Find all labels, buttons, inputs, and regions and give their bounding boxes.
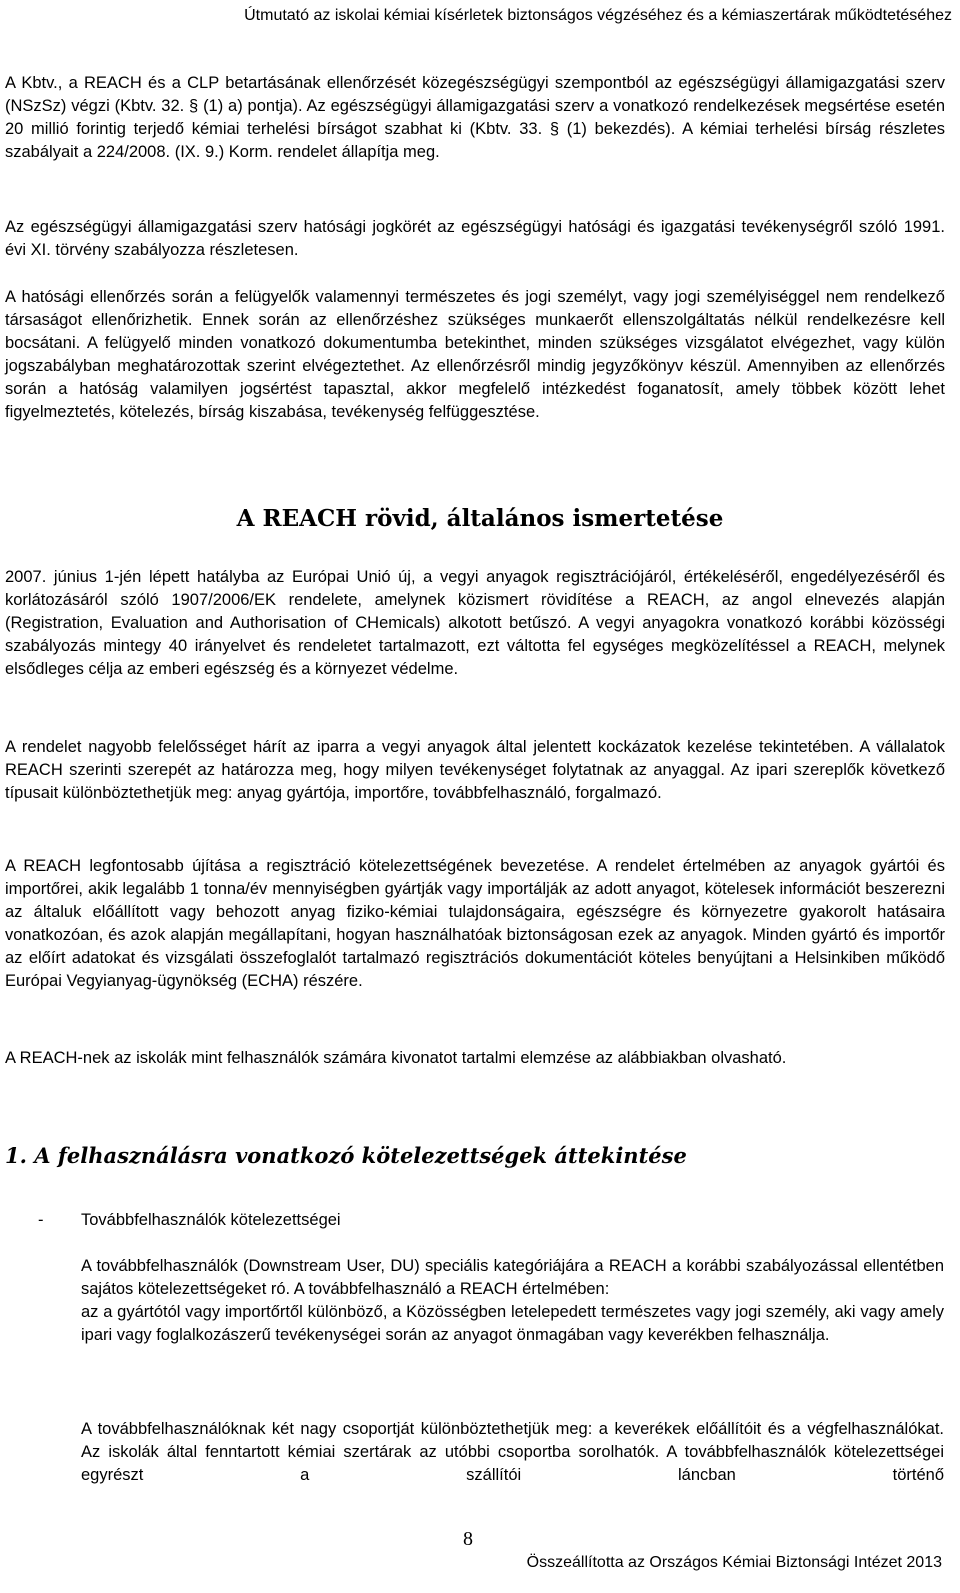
section-authority <box>5 216 945 262</box>
paragraph-du-groups: A továbbfelhasználóknak két nagy csoportját különböztethetjük meg: a keverékek előállítóit és a végfelhasználókat. Az iskolák által fenntartott kémiai szertárak az utóbbi csoportba sorolhatók. A továbbfelhasználók kötelezettségei egyrészt a szállítói láncban történő <box>81 1420 944 1485</box>
paragraph-kbtv-enforcement: A Kbtv., a REACH és a CLP betartásának ellenőrzését közegészségügyi szempontból az egészségügyi államigazgatási szerv (NSzSz) végzi (Kbtv. 32. § (1) a) pontja). Az egészségügyi államigazgatási szerv a vonatkozó rendelkezések megsértése esetén 20 millió forintig terjedő kémiai terhelési bírságot szabhat ki (Kbtv. 33. § (1) bekezdés). A kémiai terhelési bírság részletes szabályait a 224/2008. (IX. 9.) Korm. rendelet állapítja meg. <box>5 74 945 162</box>
paragraph-du-definition: az a gyártótól vagy importőrtől különböző, a Közösségben letelepedett természetes vagy jogi személy, aki vagy amely ipari vagy foglalkozászerű tevékenységei során az anyagot önmagában vagy keverékben felhasználja. <box>81 1303 944 1345</box>
paragraph-reach-schools: A REACH-nek az iskolák mint felhasználók számára kivonatot tartalmi elemzése az alábbiakban olvasható. <box>5 1049 787 1067</box>
section-reach-registration <box>5 855 945 994</box>
page-number: 8 <box>463 1528 473 1550</box>
section-heading-reach-overview: A REACH rövid, általános ismertetése <box>236 505 724 532</box>
section-reach-history <box>5 566 945 681</box>
section-inspection-process <box>5 286 945 425</box>
section-downstream-user-groups <box>81 1418 944 1487</box>
paragraph-reach-registration: A REACH legfontosabb újítása a regisztráció kötelezettségének bevezetése. A rendelet értelmében az anyagok gyártói és importőrei, akik legalább 1 tonna/év mennyiségben gyártják vagy importálják az adott anyagot, kötelesek információt beszerezni az általuk előállított vagy behozott anyag fiziko-kémiai tulajdonságaira, egészségre és környezetre gyakorolt hatásaira vonatkozóan, és azok alapján megállapítani, hogyan használhatóak biztonságosan ezek az anyagok. Minden gyártó és importőr az előírt adatokat és vizsgálati összefoglalót tartalmazó regisztrációs dokumentációt köteles benyújtani a Helsinkiben működő Európai Vegyianyag-ügynökség (ECHA) részére. <box>5 857 945 991</box>
paragraph-authority-scope: Az egészségügyi államigazgatási szerv hatósági jogkörét az egészségügyi hatósági és igazgatási tevékenységről szóló 1991. évi XI. törvény szabályozza részletesen. <box>5 218 945 260</box>
section-heading-obligations: 1. A felhasználásra vonatkozó kötelezettségek áttekintése <box>5 1143 687 1168</box>
section-inspection-intro <box>5 72 945 164</box>
list-bullet-dash: - <box>38 1211 44 1229</box>
section-downstream-user-definition <box>81 1255 944 1347</box>
list-item-downstream-user-obligations: Továbbfelhasználók kötelezettségei <box>81 1211 341 1229</box>
section-reach-responsibility <box>5 736 945 805</box>
running-header: Útmutató az iskolai kémiai kísérletek biztonságos végzéséhez és a kémiaszertárak működtetéséhez <box>244 7 952 24</box>
paragraph-reach-responsibility: A rendelet nagyobb felelősséget hárít az iparra a vegyi anyagok által jelentett kockázatok kezelése tekintetében. A vállalatok REACH szerinti szerepét az határozza meg, hogy milyen tevékenységet folytatnak az anyaggal. Az ipari szereplők következő típusait különböztethetjük meg: anyag gyártója, importőre, továbbfelhasználó, forgalmazó. <box>5 738 945 803</box>
paragraph-du-intro: A továbbfelhasználók (Downstream User, DU) speciális kategóriájára a REACH a korábbi szabályozással ellentétben sajátos kötelezettségeket ró. A továbbfelhasználó a REACH értelmében: <box>81 1257 944 1299</box>
paragraph-inspection-process: A hatósági ellenőrzés során a felügyelők valamennyi természetes és jogi személyt, vagy jogi személyiséggel nem rendelkező társaságot ellenőrizhetik. Ennek során az ellenőrzéshez szükséges munkaerőt ellenszolgáltatás nélkül rendelkezésre kell bocsátani. A felügyelő minden vonatkozó dokumentumba betekinthet, minden szükséges vizsgálatot elvégezhet, vagy külön jogszabályban meghatározottak szerint elvégeztethet. Az ellenőrzésről mindig jegyzőkönyv készül. Amennyiben az ellenőrzés során a hatóság valamilyen jogsértést tapasztal, akkor megfelelő intézkedést foganatosít, amely többek között lehet figyelmeztetés, kötelezés, bírság kiszabása, tevékenység felfüggesztése. <box>5 288 945 422</box>
paragraph-reach-history: 2007. június 1-jén lépett hatályba az Európai Unió új, a vegyi anyagok regisztrációjáról, értékeléséről, engedélyezéséről és korlátozásáról szóló 1907/2006/EK rendelete, amelynek közismert rövidítése a REACH, az angol elnevezés alapján (Registration, Evaluation and Authorisation of CHemicals) alkotott betűszó. A vegyi anyagokra vonatkozó korábbi közösségi szabályozás mintegy 40 irányelvet és rendeletet tartalmazott, ezt váltotta fel egységes megközelítéssel a REACH, melynek elsődleges célja az emberi egészség és a környezet védelme. <box>5 568 945 679</box>
section-reach-schools <box>5 1047 945 1070</box>
footer-credit: Összeállította az Országos Kémiai Biztonsági Intézet 2013 <box>526 1554 942 1571</box>
